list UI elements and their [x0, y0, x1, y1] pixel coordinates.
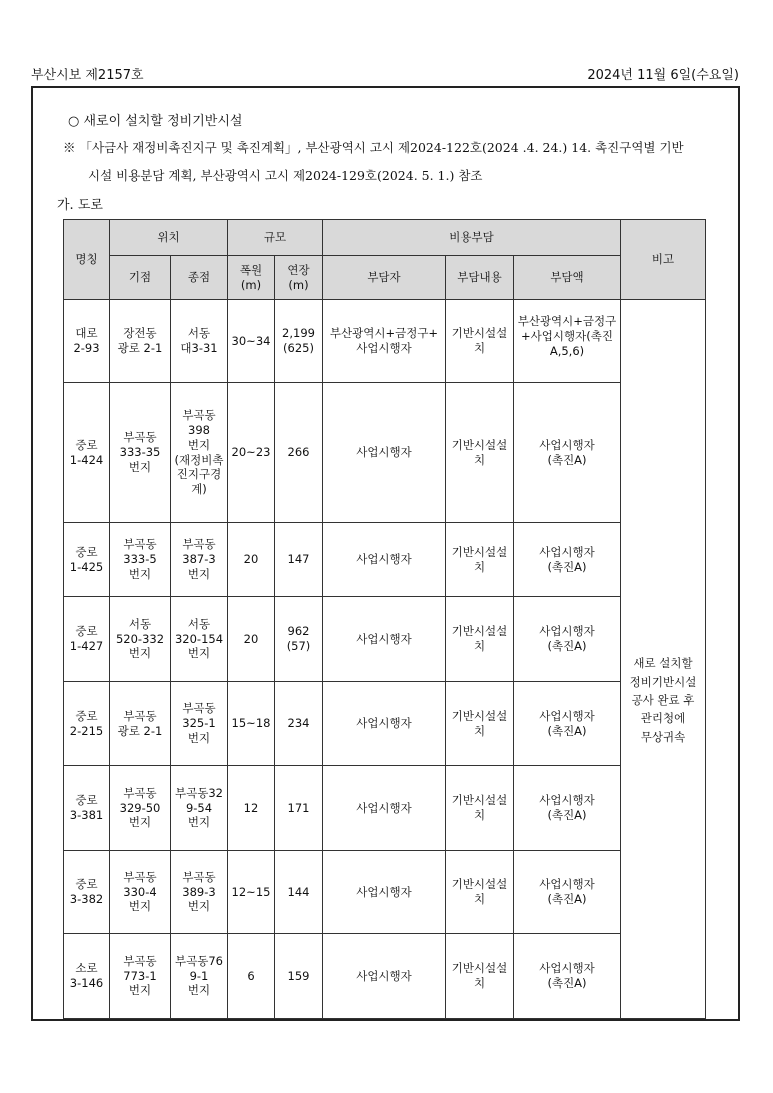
table-row	[64, 766, 706, 851]
reference-note-line2: 시설 비용분담 계획, 부산광역시 고시 제2024-129호(2024. 5. 1.) 참조	[88, 168, 483, 183]
cell-end: 부곡동 325-1 번지	[171, 682, 228, 766]
publication-date: 2024년 11월 6일(수요일)	[587, 68, 739, 83]
header-payer: 부담자	[323, 256, 446, 300]
table-row	[64, 851, 706, 934]
cell-payer: 사업시행자	[323, 851, 446, 934]
cell-amount: 사업시행자 (촉진A)	[514, 934, 621, 1019]
cell-start: 부곡동 333-5 번지	[110, 523, 171, 597]
header-name: 명칭	[64, 220, 110, 300]
cell-payer: 사업시행자	[323, 383, 446, 523]
cell-length: 234	[275, 682, 323, 766]
cell-payer: 사업시행자	[323, 934, 446, 1019]
header-start: 기점	[110, 256, 171, 300]
cell-amount: 사업시행자 (촉진A)	[514, 682, 621, 766]
cell-amount: 사업시행자 (촉진A)	[514, 523, 621, 597]
cell-start: 장전동 광로 2-1	[110, 300, 171, 383]
cell-length: 144	[275, 851, 323, 934]
cell-width: 20~23	[228, 383, 275, 523]
table-row	[64, 597, 706, 682]
header-location: 위치	[110, 220, 228, 256]
table-row	[64, 383, 706, 523]
cell-start: 부곡동 329-50 번지	[110, 766, 171, 851]
cell-length: 266	[275, 383, 323, 523]
cell-end: 부곡동 398 번지 (재정비촉 진지구경 계)	[171, 383, 228, 523]
cell-width: 12	[228, 766, 275, 851]
cell-name: 중로 3-381	[64, 766, 110, 851]
header-cost: 비용부담	[323, 220, 621, 256]
section-title: 가. 도로	[57, 198, 103, 213]
cell-length: 159	[275, 934, 323, 1019]
cell-end: 서동 320-154 번지	[171, 597, 228, 682]
cell-length: 962 (57)	[275, 597, 323, 682]
cell-content: 기반시설설 치	[446, 934, 514, 1019]
cell-end: 부곡동 389-3 번지	[171, 851, 228, 934]
header-amount: 부담액	[514, 256, 621, 300]
cell-content: 기반시설설 치	[446, 523, 514, 597]
cell-content: 기반시설설 치	[446, 597, 514, 682]
header-width: 폭원 (m)	[228, 256, 275, 300]
intro-heading: ○ 새로이 설치할 정비기반시설	[68, 114, 243, 129]
table-row	[64, 934, 706, 1019]
cell-remark	[621, 300, 706, 383]
cell-width: 20	[228, 597, 275, 682]
table-row	[64, 682, 706, 766]
cell-amount: 사업시행자 (촉진A)	[514, 383, 621, 523]
cell-start: 부곡동 광로 2-1	[110, 682, 171, 766]
cell-remark: 새로 설치할 정비기반시설 공사 완료 후 관리청에 무상귀속	[621, 383, 706, 1019]
reference-note-line1: ※ 「사금사 재정비촉진지구 및 촉진계획」, 부산광역시 고시 제2024-122호(2024 .4. 24.) 14. 촉진구역별 기반	[63, 140, 684, 155]
cell-name: 중로 3-382	[64, 851, 110, 934]
cell-name: 중로 2-215	[64, 682, 110, 766]
cell-end: 서동 대3-31	[171, 300, 228, 383]
header-length: 연장 (m)	[275, 256, 323, 300]
cell-content: 기반시설설 치	[446, 851, 514, 934]
subheader-row	[64, 256, 706, 300]
publication-title: 부산시보 제2157호	[31, 68, 144, 83]
header-scale: 규모	[228, 220, 323, 256]
cell-start: 부곡동 330-4 번지	[110, 851, 171, 934]
cell-amount: 사업시행자 (촉진A)	[514, 766, 621, 851]
cell-length: 147	[275, 523, 323, 597]
cell-start: 서동 520-332 번지	[110, 597, 171, 682]
table-row	[64, 523, 706, 597]
cell-width: 12~15	[228, 851, 275, 934]
cell-end: 부곡동76 9-1 번지	[171, 934, 228, 1019]
cell-payer: 사업시행자	[323, 682, 446, 766]
cell-amount: 사업시행자 (촉진A)	[514, 851, 621, 934]
header-end: 종점	[171, 256, 228, 300]
cell-name: 대로 2-93	[64, 300, 110, 383]
road-facilities-table	[63, 219, 706, 1019]
cell-name: 중로 1-424	[64, 383, 110, 523]
cell-length: 171	[275, 766, 323, 851]
cell-amount: 부산광역시+금정구 +사업시행자(촉진 A,5,6)	[514, 300, 621, 383]
cell-name: 소로 3-146	[64, 934, 110, 1019]
header-remark: 비고	[621, 220, 706, 300]
cell-payer: 부산광역시+금정구+ 사업시행자	[323, 300, 446, 383]
cell-width: 6	[228, 934, 275, 1019]
table-row	[64, 300, 706, 383]
cell-content: 기반시설설 치	[446, 383, 514, 523]
cell-width: 15~18	[228, 682, 275, 766]
cell-end: 부곡동32 9-54 번지	[171, 766, 228, 851]
cell-length: 2,199 (625)	[275, 300, 323, 383]
cell-name: 중로 1-427	[64, 597, 110, 682]
cell-content: 기반시설설 치	[446, 300, 514, 383]
cell-end: 부곡동 387-3 번지	[171, 523, 228, 597]
cell-name: 중로 1-425	[64, 523, 110, 597]
cell-content: 기반시설설 치	[446, 682, 514, 766]
cell-payer: 사업시행자	[323, 597, 446, 682]
cell-start: 부곡동 773-1 번지	[110, 934, 171, 1019]
header-row	[64, 220, 706, 256]
header-content: 부담내용	[446, 256, 514, 300]
cell-content: 기반시설설 치	[446, 766, 514, 851]
cell-payer: 사업시행자	[323, 523, 446, 597]
cell-start: 부곡동 333-35 번지	[110, 383, 171, 523]
cell-amount: 사업시행자 (촉진A)	[514, 597, 621, 682]
cell-width: 30~34	[228, 300, 275, 383]
cell-width: 20	[228, 523, 275, 597]
cell-payer: 사업시행자	[323, 766, 446, 851]
